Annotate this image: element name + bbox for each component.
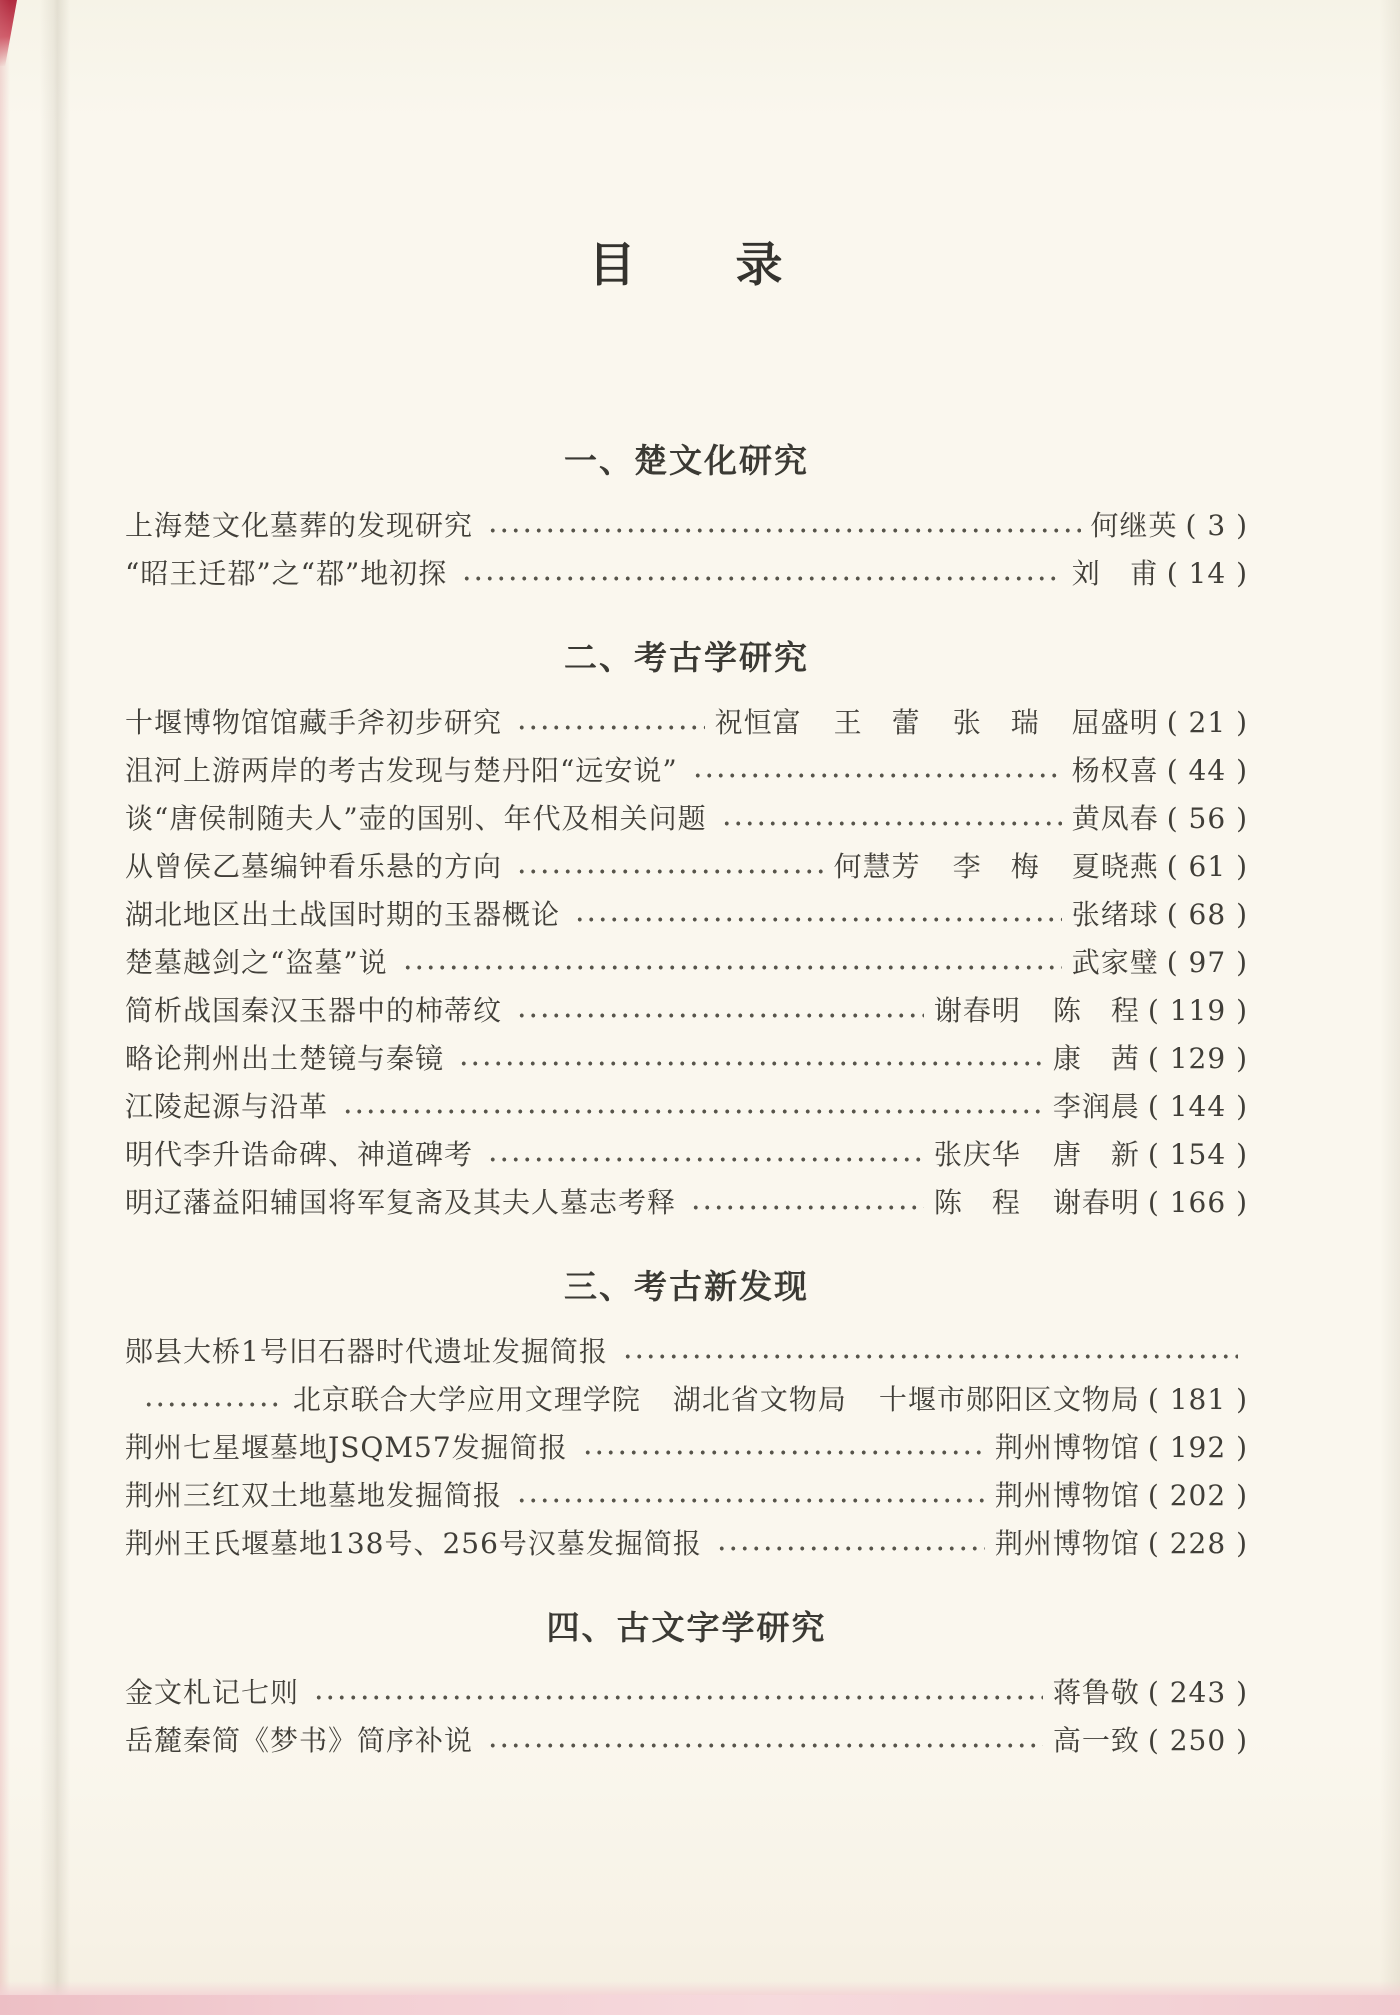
entry-authors [1091,502,1178,550]
author-name: 高一致 [1052,1724,1140,1757]
toc-entry-two-line [125,1328,1248,1424]
toc-entry [125,1717,1248,1765]
toc-entry [125,939,1248,987]
entry-title: 略论荆州出土楚镜与秦镜 [125,1042,445,1075]
entry-page-number: ( 97 ) [1166,946,1248,979]
entry-authors [995,1424,1140,1472]
author-name: 张 瑞 [952,706,1040,739]
page-title: 目 录 [588,238,785,293]
toc-entry [125,1472,1248,1520]
section-heading: 三、考古新发现 [564,1267,809,1306]
dot-leader [620,1353,1238,1360]
author-name: 屈盛明 [1071,706,1159,739]
page-binding-crease [40,0,70,1997]
entry-page-number: ( 166 ) [1147,1186,1248,1219]
author-name: 武家璧 [1071,946,1159,979]
toc-entry [125,795,1248,843]
dot-leader [340,1108,1043,1115]
toc-entry [125,699,1248,747]
dot-leader [400,964,1062,971]
page-right-edge-shade [1380,0,1400,2015]
entry-title: 江陵起源与沿革 [125,1090,329,1123]
toc-entry [125,1179,1248,1227]
entry-title: 郧县大桥1号旧石器时代遗址发掘简报 [125,1335,608,1368]
author-name: 陈 程 [1052,994,1140,1027]
entry-authors [1072,891,1159,939]
entry-page-number: ( 192 ) [1147,1431,1248,1464]
section-entries [125,699,1248,1227]
entry-title: 从曾侯乙墓编钟看乐悬的方向 [125,850,503,883]
dot-leader [572,916,1062,923]
toc-entry [125,1520,1248,1568]
dot-leader [485,1156,924,1163]
toc-sections [125,435,1248,1765]
author-name: 何继英 [1090,509,1178,542]
section-heading: 二、考古学研究 [564,638,809,677]
dot-leader [719,820,1062,827]
section-heading: 四、古文字学研究 [546,1608,827,1647]
author-name: 谢春明 [933,994,1021,1027]
dot-leader [459,575,1061,582]
entry-authors [1072,939,1159,987]
section-entries [125,1669,1248,1765]
entry-authors [1053,1669,1140,1717]
entry-page-number: ( 129 ) [1147,1042,1248,1075]
toc-entry [125,1669,1248,1717]
entry-authors [1053,1717,1140,1765]
entry-page-number: ( 56 ) [1166,802,1248,835]
toc-section [125,1261,1248,1568]
author-name: 李 梅 [952,850,1040,883]
entry-authors [1072,795,1159,843]
author-name: 湖北省文物局 [672,1383,847,1416]
entry-authors [995,1472,1140,1520]
page-left-edge-tint [0,0,10,2015]
entry-title: 岳麓秦简《梦书》简序补说 [125,1724,474,1757]
toc-entry [125,1083,1248,1131]
entry-page-number: ( 181 ) [1147,1383,1248,1416]
page-bottom-pink-edge [0,1995,1400,2015]
entry-authors [995,1520,1140,1568]
toc-entry [125,843,1248,891]
toc-entry [125,1035,1248,1083]
entry-page-number: ( 61 ) [1166,850,1248,883]
author-name: 蒋鲁敬 [1052,1676,1140,1709]
dot-leader [580,1449,985,1456]
toc-entry [125,1424,1248,1472]
entry-title: 明代李升诰命碑、神道碑考 [125,1138,474,1171]
author-name: 王 蕾 [833,706,921,739]
entry-title: 荆州七星堰墓地JSQM57发掘简报 [125,1431,568,1464]
section-entries [125,502,1248,598]
dot-leader [690,772,1062,779]
toc-content [125,0,1248,1765]
entry-authors [934,1131,1140,1179]
toc-section [125,1602,1248,1765]
entry-authors [1072,550,1159,598]
toc-entry [125,891,1248,939]
entry-page-number: ( 243 ) [1147,1676,1248,1709]
section-heading: 一、楚文化研究 [564,441,809,480]
entry-authors [834,843,1159,891]
entry-page-number: ( 202 ) [1147,1479,1248,1512]
entry-title: 上海楚文化墓葬的发现研究 [125,509,474,542]
dot-leader [514,1497,985,1504]
entry-page-number: ( 14 ) [1166,557,1248,590]
author-name: 黄凤春 [1071,802,1159,835]
author-name: 北京联合大学应用文理学院 [292,1383,641,1416]
dot-leader [485,1742,1043,1749]
entry-title: 简析战国秦汉玉器中的柿蒂纹 [125,994,503,1027]
entry-authors [1072,747,1159,795]
author-name: 唐 新 [1052,1138,1140,1171]
entry-page-number: ( 68 ) [1166,898,1248,931]
author-name: 谢春明 [1052,1186,1140,1219]
dot-leader [456,1060,1043,1067]
dot-leader-prefix [141,1401,279,1408]
entry-title: 金文札记七则 [125,1676,300,1709]
author-name: 张绪球 [1071,898,1159,931]
toc-section [125,632,1248,1227]
toc-entry [125,987,1248,1035]
author-name: 张庆华 [933,1138,1021,1171]
author-name: 荆州博物馆 [994,1431,1140,1464]
entry-page-number: ( 21 ) [1166,706,1248,739]
toc-entry [125,550,1248,598]
dot-leader [514,1012,924,1019]
entry-authors [934,1179,1140,1227]
dot-leader [688,1204,924,1211]
author-name: 康 茜 [1052,1042,1140,1075]
author-name: 祝恒富 [714,706,802,739]
author-name: 李润晨 [1052,1090,1140,1123]
entry-page-number: ( 3 ) [1185,509,1248,542]
entry-title: 楚墓越剑之“盗墓”说 [125,946,388,979]
dot-leader [514,868,824,875]
toc-entry [125,747,1248,795]
entry-authors [715,699,1159,747]
entry-title: 湖北地区出土战国时期的玉器概论 [125,898,561,931]
section-entries [125,1328,1248,1568]
entry-authors [293,1376,1140,1424]
entry-page-number: ( 228 ) [1147,1527,1248,1560]
author-name: 荆州博物馆 [994,1479,1140,1512]
dot-leader [714,1545,985,1552]
toc-section [125,435,1248,598]
entry-page-number: ( 119 ) [1147,994,1248,1027]
author-name: 夏晓燕 [1071,850,1159,883]
toc-entry [125,502,1248,550]
entry-page-number: ( 144 ) [1147,1090,1248,1123]
dot-leader [514,724,705,731]
author-name: 何慧芳 [833,850,921,883]
author-name: 陈 程 [933,1186,1021,1219]
author-name: 杨权喜 [1071,754,1159,787]
entry-title: “昭王迁鄀”之“鄀”地初探 [125,557,448,590]
entry-title: 荆州三红双土地墓地发掘简报 [125,1479,503,1512]
entry-title: 谈“唐侯制随夫人”壶的国别、年代及相关问题 [125,802,707,835]
entry-authors [1053,1035,1140,1083]
dot-leader [311,1694,1043,1701]
entry-page-number: ( 44 ) [1166,754,1248,787]
author-name: 十堰市郧阳区文物局 [878,1383,1140,1416]
entry-title: 十堰博物馆馆藏手斧初步研究 [125,706,503,739]
entry-page-number: ( 154 ) [1147,1138,1248,1171]
entry-page-number: ( 250 ) [1147,1724,1248,1757]
entry-authors [1053,1083,1140,1131]
entry-title: 荆州王氏堰墓地138号、256号汉墓发掘简报 [125,1527,702,1560]
author-name: 荆州博物馆 [994,1527,1140,1560]
toc-entry [125,1131,1248,1179]
toc-entry-line1 [125,1328,1248,1376]
author-name: 刘 甫 [1071,557,1159,590]
entry-title: 沮河上游两岸的考古发现与楚丹阳“远安说” [125,754,678,787]
dot-leader [485,527,1081,534]
entry-title: 明辽藩益阳辅国将军复斋及其夫人墓志考释 [125,1186,677,1219]
entry-authors [934,987,1140,1035]
toc-entry-line2 [125,1376,1248,1424]
